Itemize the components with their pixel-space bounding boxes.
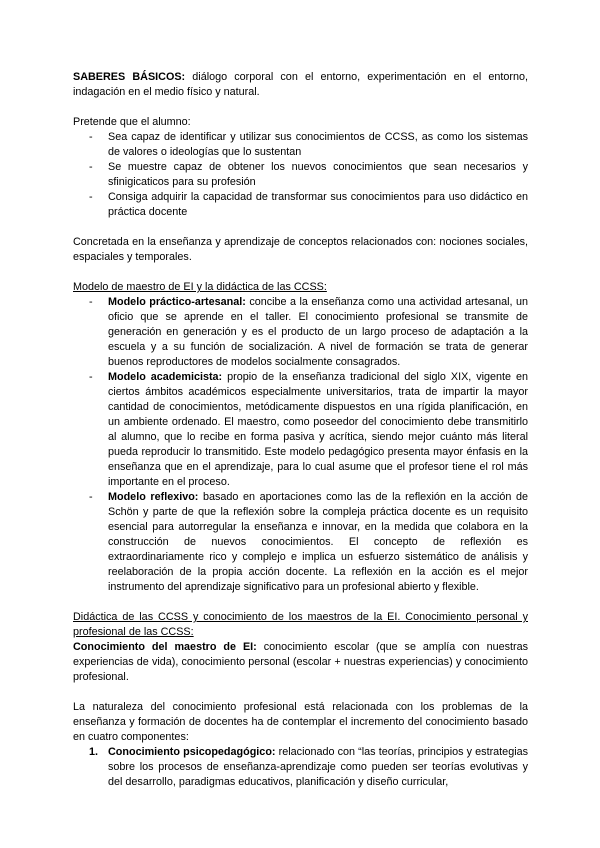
number-marker: 1. — [89, 746, 99, 758]
componentes-list — [73, 745, 528, 790]
saberes-paragraph — [73, 70, 528, 100]
didactica-paragraph: Conocimiento del maestro de EI: conocimiento escolar (que se amplía con nuestras experiencias de vida), conocimiento personal (escolar + nuestras experiencias) y conocimiento profesional. — [73, 641, 528, 683]
pretende-intro: Pretende que el alumno: — [73, 116, 191, 128]
modelo-heading: Modelo de maestro de EI y la didáctica de las CCSS: — [73, 281, 327, 293]
item-label: Modelo práctico-artesanal: — [108, 296, 246, 308]
didactica-label: Conocimiento del maestro de EI: — [73, 641, 257, 653]
naturaleza-paragraph: La naturaleza del conocimiento profesional está relacionada con los problemas de la enseñanza y formación de docentes ha de contemplar el incremento del conocimiento basado en cuatro componentes: — [73, 701, 528, 743]
dash-marker: - — [89, 131, 93, 143]
dash-marker: - — [89, 296, 93, 308]
list-item: - Sea capaz de identificar y utilizar sus conocimientos de CCSS, as como los sistemas de valores o ideologías que lo sustentan — [89, 131, 528, 158]
list-item: 1. Conocimiento psicopedagógico: relacionado con “las teorías, principios y estrategias sobre los procesos de enseñanza-aprendizaje como pueden ser teorías evolutivas y del desarrollo, paradigmas educativos, planificación y diseño curricular, — [89, 746, 528, 788]
dash-marker: - — [89, 191, 93, 203]
item-label: Modelo reflexivo: — [108, 491, 199, 503]
didactica-heading: Didáctica de las CCSS y conocimiento de los maestros de la EI. Conocimiento personal y profesional de las CCSS: — [73, 611, 528, 638]
list-item: - Modelo reflexivo: basado en aportaciones como las de la reflexión en la acción de Schön y parte de que la reflexión sobre la compleja práctica docente es un requisito esencial para autorregular la enseñanza e innovar, en la medida que colabora en la construcción de nuevos conocimientos. El concepto de reflexión es extraordinariamente rico y complejo e implica un esfuerzo sistemático de análisis y reelaboración de la propia acción docente. La reflexión en la acción es el mejor instrumento del aprendizaje significativo para un profesional abierto y flexible. — [89, 491, 529, 593]
modelo-list — [73, 295, 528, 595]
saberes-label: SABERES BÁSICOS: — [73, 71, 186, 83]
list-item: - Modelo práctico-artesanal: concibe a la enseñanza como una actividad artesanal, un oficio que se aprende en el taller. El conocimiento profesional se transmite de generación en generación y es el producto de un largo proceso de adaptación a la escuela y a su función de socialización. A nivel de formación se trata de generar buenos reproductores de modelos socialmente consagrados. — [89, 296, 528, 368]
saberes-text: diálogo corporal con el entorno, experimentación en el entorno, indagación en el medio físico y natural. — [73, 71, 528, 98]
dash-marker: - — [89, 371, 93, 383]
item-label: Modelo academicista: — [108, 371, 223, 383]
pretende-list — [73, 130, 528, 220]
list-item: - Consiga adquirir la capacidad de transformar sus conocimientos para uso didáctico en práctica docente — [89, 191, 528, 218]
dash-marker: - — [89, 161, 93, 173]
list-item: - Se muestre capaz de obtener los nuevos conocimientos que sean necesarios y sfinigicaticos para su profesión — [89, 161, 528, 188]
concretada-paragraph: Concretada en la enseñanza y aprendizaje de conceptos relacionados con: nociones sociales, espaciales y temporales. — [73, 236, 528, 263]
list-item: - Modelo academicista: propio de la enseñanza tradicional del siglo XIX, vigente en ciertos ámbitos académicos especialmente universitarios, trata de impartir la mayor cantidad de conocimientos, metódicamente dispuestos en una rígida planificación, en un ambiente ordenado. El maestro, como poseedor del conocimiento debe transmitirlo al alumno, que lo recibe en forma pasiva y acrítica, siendo mejor cuánto más literal pueda reproducir lo transmitido. Este modelo pedagógico presenta mayor énfasis en la enseñanza que en el aprendizaje, para lo cual asume que el profesor tiene el rol más importante en el proceso. — [89, 371, 528, 488]
document-page — [73, 70, 528, 790]
dash-marker: - — [89, 491, 93, 503]
item-label: Conocimiento psicopedagógico: — [108, 746, 276, 758]
